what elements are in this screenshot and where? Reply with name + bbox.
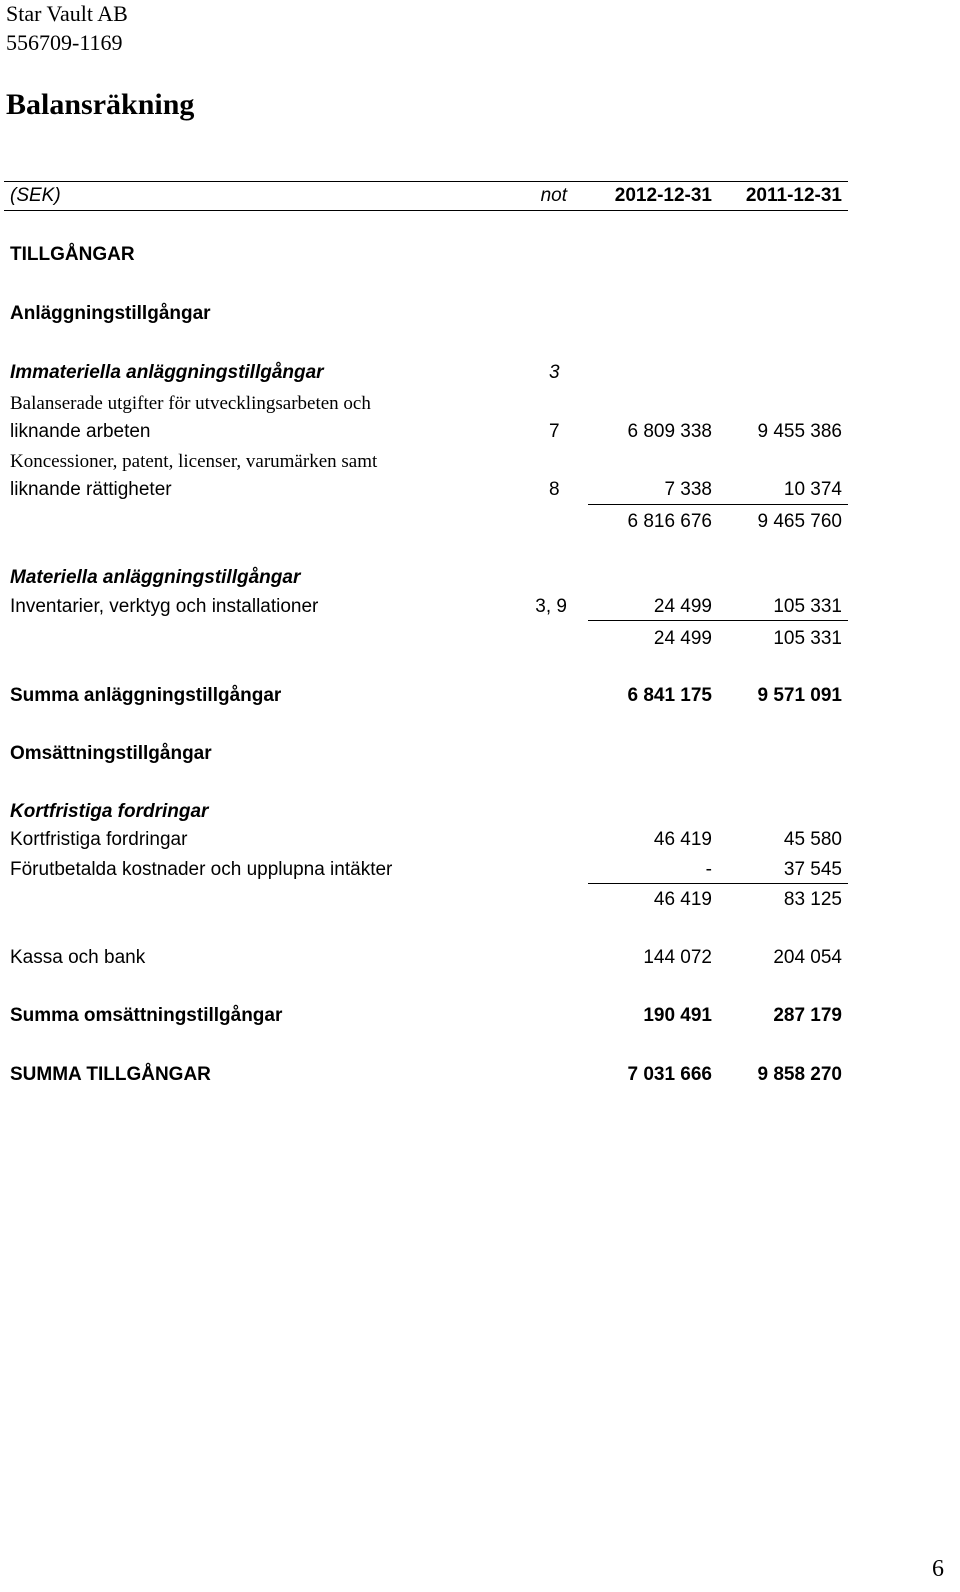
table-row — [0, 419, 960, 445]
subtotal-value-2011: 9 465 760 — [757, 511, 842, 532]
row-label: Anläggningstillgångar — [10, 303, 211, 324]
table-row — [0, 799, 960, 825]
subtotal-value-2012: 24 499 — [653, 628, 712, 649]
row-label: Balanserade utgifter för utvecklingsarbeten och — [10, 393, 371, 414]
table-row — [0, 741, 960, 767]
table-row — [0, 391, 960, 417]
column-2012-header: 2012-12-31 — [614, 185, 712, 206]
table-row — [0, 857, 960, 883]
row-value-2011: 10 374 — [783, 479, 842, 500]
row-value-2011: 204 054 — [773, 947, 842, 968]
row-value-2011: 9 571 091 — [757, 685, 842, 706]
row-label: Omsättningstillgångar — [10, 743, 212, 764]
table-row — [0, 509, 960, 535]
row-label: Materiella anläggningstillgångar — [10, 567, 301, 588]
table-row — [0, 449, 960, 475]
company-name: Star Vault AB — [6, 1, 128, 26]
row-value-2011: 105 331 — [773, 596, 842, 617]
row-value-2012: - — [705, 859, 712, 880]
row-value-2012: 46 419 — [653, 829, 712, 850]
row-label: SUMMA TILLGÅNGAR — [10, 1064, 211, 1085]
row-value-2011: 37 545 — [783, 859, 842, 880]
table-row — [0, 477, 960, 503]
row-value-2011: 45 580 — [783, 829, 842, 850]
row-label: Koncessioner, patent, licenser, varumärken samt — [10, 451, 378, 472]
column-2011-header: 2011-12-31 — [745, 185, 842, 206]
table-row — [0, 360, 960, 386]
row-label: Inventarier, verktyg och installationer — [10, 596, 319, 617]
table-row — [0, 1062, 960, 1088]
header-top-rule — [4, 181, 848, 182]
row-label: Summa anläggningstillgångar — [10, 685, 282, 706]
row-value-2011: 9 858 270 — [757, 1064, 842, 1085]
row-value-2012: 190 491 — [643, 1005, 712, 1026]
header-bottom-rule — [4, 210, 848, 211]
row-note: 8 — [549, 479, 560, 500]
subtotal-value-2012: 6 816 676 — [627, 511, 712, 532]
row-label: Förutbetalda kostnader och upplupna intäkter — [10, 859, 393, 880]
row-value-2012: 6 809 338 — [627, 421, 712, 442]
table-header-row — [0, 183, 960, 209]
row-value-2011: 287 179 — [773, 1005, 842, 1026]
row-label: Immateriella anläggningstillgångar — [10, 362, 324, 383]
table-row — [0, 565, 960, 591]
row-label: Kortfristiga fordringar — [10, 829, 188, 850]
subtotal-rule — [588, 504, 848, 505]
row-label: Summa omsättningstillgångar — [10, 1005, 283, 1026]
note-column-header: not — [540, 185, 567, 206]
row-label: Kassa och bank — [10, 947, 146, 968]
table-row — [0, 887, 960, 913]
subtotal-value-2012: 46 419 — [653, 889, 712, 910]
subtotal-value-2011: 105 331 — [773, 628, 842, 649]
row-note: 3, 9 — [535, 596, 567, 617]
row-label: liknande arbeten — [10, 421, 151, 442]
row-note: 3 — [549, 362, 560, 383]
page-number: 6 — [932, 1556, 944, 1582]
row-value-2012: 6 841 175 — [627, 685, 712, 706]
row-value-2012: 24 499 — [653, 596, 712, 617]
subtotal-rule — [588, 620, 848, 621]
row-label: Kortfristiga fordringar — [10, 801, 209, 822]
row-note: 7 — [549, 421, 560, 442]
table-row — [0, 945, 960, 971]
row-value-2011: 9 455 386 — [757, 421, 842, 442]
page-title: Balansräkning — [6, 88, 195, 121]
table-row — [0, 683, 960, 709]
table-row — [0, 242, 960, 268]
row-value-2012: 7 031 666 — [627, 1064, 712, 1085]
currency-label: (SEK) — [10, 185, 61, 206]
company-org-number: 556709-1169 — [6, 30, 123, 55]
row-label: liknande rättigheter — [10, 479, 172, 500]
subtotal-rule — [588, 883, 848, 884]
table-row — [0, 1003, 960, 1029]
table-row — [0, 827, 960, 853]
row-value-2012: 144 072 — [643, 947, 712, 968]
subtotal-value-2011: 83 125 — [783, 889, 842, 910]
row-label: TILLGÅNGAR — [10, 244, 135, 265]
row-value-2012: 7 338 — [664, 479, 712, 500]
table-row — [0, 301, 960, 327]
table-row — [0, 626, 960, 652]
table-row — [0, 594, 960, 620]
